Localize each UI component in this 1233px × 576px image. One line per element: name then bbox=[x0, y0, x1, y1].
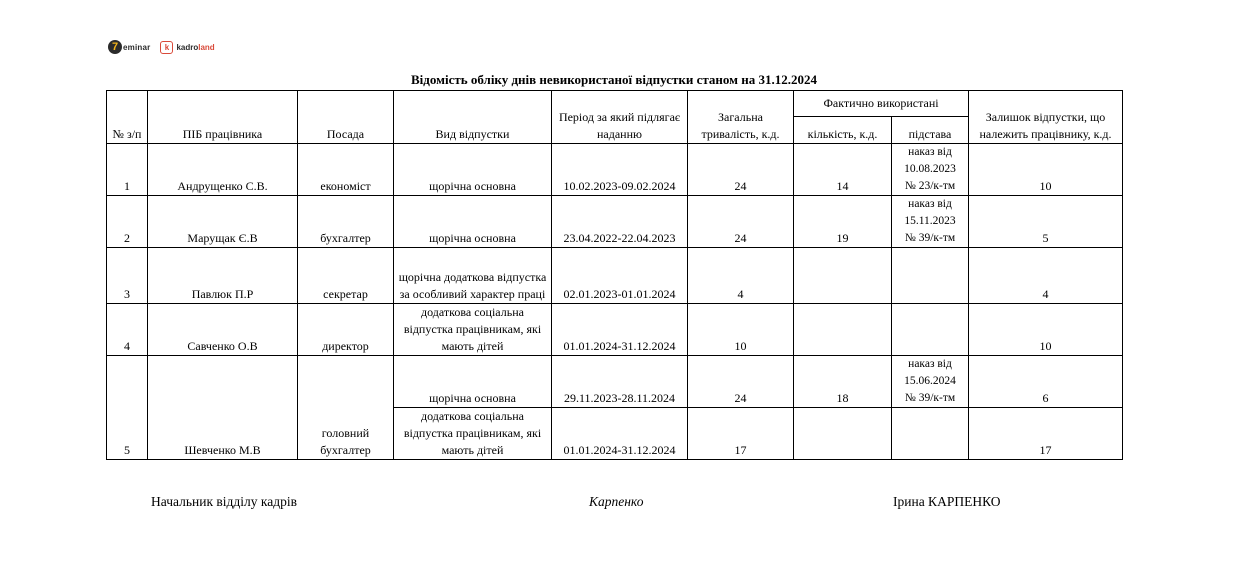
vacation-table bbox=[106, 90, 1123, 460]
cell-period: 23.04.2022-22.04.2023 bbox=[552, 196, 688, 248]
cell-used-basis: наказ від 15.11.2023 № 39/к-тм bbox=[892, 196, 969, 248]
cell-position: економіст bbox=[298, 144, 394, 196]
table-row bbox=[107, 196, 1123, 248]
cell-total: 10 bbox=[688, 304, 794, 356]
cell-used-basis: наказ від 15.06.2024 № 39/к-тм bbox=[892, 356, 969, 408]
table-row bbox=[107, 304, 1123, 356]
cell-used-count: 14 bbox=[794, 144, 892, 196]
cell-num: 3 bbox=[107, 248, 148, 304]
cell-type: щорічна основна bbox=[394, 144, 552, 196]
cell-type: щорічна основна bbox=[394, 356, 552, 408]
document-title: Відомість обліку днів невикористаної відпустки станом на 31.12.2024 bbox=[410, 72, 817, 87]
cell-period: 01.01.2024-31.12.2024 bbox=[552, 408, 688, 460]
cell-type: щорічна основна bbox=[394, 196, 552, 248]
kadroland-logo-text: kadroland bbox=[176, 42, 215, 52]
cell-num: 2 bbox=[107, 196, 148, 248]
cell-period: 02.01.2023-01.01.2024 bbox=[552, 248, 688, 304]
cell-used-count bbox=[794, 248, 892, 304]
cell-total: 24 bbox=[688, 196, 794, 248]
cell-period: 01.01.2024-31.12.2024 bbox=[552, 304, 688, 356]
table-row bbox=[107, 248, 1123, 304]
cell-used-count: 18 bbox=[794, 356, 892, 408]
seminar-logo-icon: 7 bbox=[108, 40, 122, 54]
cell-remaining: 4 bbox=[969, 248, 1123, 304]
header-used-group: Фактично використані bbox=[794, 91, 969, 117]
header-period: Період за який підлягає наданню bbox=[552, 91, 688, 144]
cell-remaining: 10 bbox=[969, 144, 1123, 196]
header-used-count: кількість, к.д. bbox=[794, 117, 892, 144]
logos bbox=[108, 38, 215, 56]
seminar-logo-text: eminar bbox=[123, 42, 151, 52]
cell-remaining: 5 bbox=[969, 196, 1123, 248]
cell-period: 10.02.2023-09.02.2024 bbox=[552, 144, 688, 196]
cell-num: 4 bbox=[107, 304, 148, 356]
cell-position: секретар bbox=[298, 248, 394, 304]
cell-total: 17 bbox=[688, 408, 794, 460]
cell-name: Марущак Є.В bbox=[148, 196, 298, 248]
table-row bbox=[107, 144, 1123, 196]
cell-used-count bbox=[794, 304, 892, 356]
cell-type: додаткова соціальна відпустка працівникам, які мають дітей bbox=[394, 408, 552, 460]
cell-total: 24 bbox=[688, 356, 794, 408]
header-total: Загальна тривалість, к.д. bbox=[688, 91, 794, 144]
cell-position: головний бухгалтер bbox=[298, 356, 394, 460]
footer-role: Начальник відділу кадрів bbox=[151, 494, 297, 509]
cell-used-basis bbox=[892, 304, 969, 356]
cell-name: Павлюк П.Р bbox=[148, 248, 298, 304]
header-position: Посада bbox=[298, 91, 394, 144]
cell-position: директор bbox=[298, 304, 394, 356]
kadroland-logo bbox=[160, 41, 214, 54]
cell-used-basis bbox=[892, 248, 969, 304]
cell-num: 5 bbox=[107, 356, 148, 460]
footer-full-name: Ірина КАРПЕНКО bbox=[893, 494, 1001, 509]
cell-remaining: 10 bbox=[969, 304, 1123, 356]
cell-used-basis bbox=[892, 408, 969, 460]
seminar-logo bbox=[108, 40, 150, 54]
footer-signature: Карпенко bbox=[589, 494, 644, 509]
cell-position: бухгалтер bbox=[298, 196, 394, 248]
header-num: № з/п bbox=[107, 91, 148, 144]
header-name: ПІБ працівника bbox=[148, 91, 298, 144]
cell-used-count bbox=[794, 408, 892, 460]
cell-name: Савченко О.В bbox=[148, 304, 298, 356]
cell-period: 29.11.2023-28.11.2024 bbox=[552, 356, 688, 408]
kadroland-logo-icon: k bbox=[160, 41, 173, 54]
cell-total: 4 bbox=[688, 248, 794, 304]
cell-remaining: 17 bbox=[969, 408, 1123, 460]
cell-used-basis: наказ від 10.08.2023 № 23/к-тм bbox=[892, 144, 969, 196]
cell-total: 24 bbox=[688, 144, 794, 196]
cell-name: Шевченко М.В bbox=[148, 356, 298, 460]
header-remaining: Залишок відпустки, що належить працівнику, к.д. bbox=[969, 91, 1123, 144]
cell-type: додаткова соціальна відпустка працівникам, які мають дітей bbox=[394, 304, 552, 356]
header-used-basis: підстава bbox=[892, 117, 969, 144]
header-type: Вид відпустки bbox=[394, 91, 552, 144]
cell-remaining: 6 bbox=[969, 356, 1123, 408]
table-row bbox=[107, 356, 1123, 408]
cell-name: Андрущенко С.В. bbox=[148, 144, 298, 196]
cell-num: 1 bbox=[107, 144, 148, 196]
cell-type: щорічна додаткова відпустка за особливий характер праці bbox=[394, 248, 552, 304]
cell-used-count: 19 bbox=[794, 196, 892, 248]
